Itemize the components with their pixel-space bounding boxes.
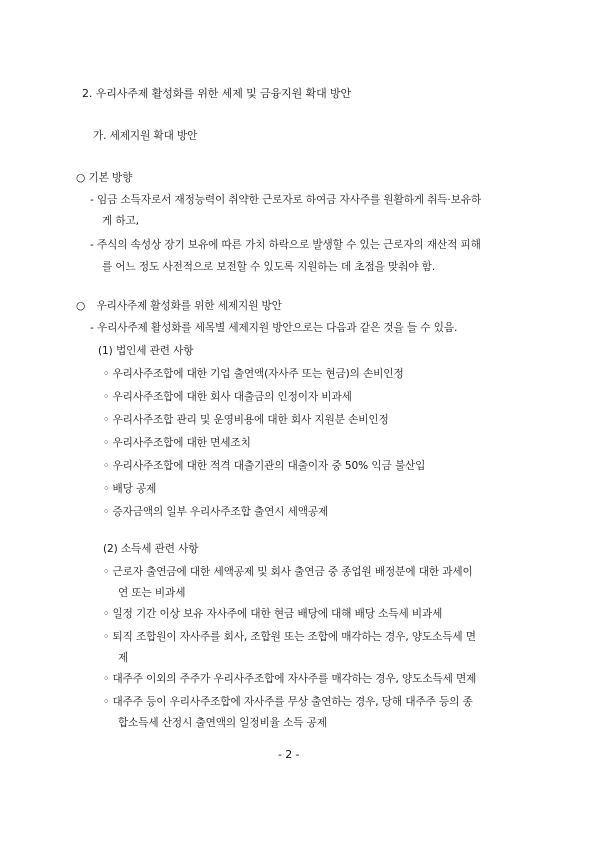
circle-bullet-icon: ○ <box>76 172 86 184</box>
corporate-item-2 <box>103 390 352 404</box>
corporate-item-1 <box>103 367 404 381</box>
income-item-2 <box>103 607 442 621</box>
basic-heading <box>76 171 132 185</box>
dash-bullet-icon: - <box>90 322 94 334</box>
income-item-text: 대주주 등이 우리사주조합에 자사주를 무상 출연하는 경우, 당해 대주주 등의 종 <box>112 696 473 708</box>
corporate-item-7 <box>103 505 328 519</box>
support-intro-text: 우리사주제 활성화를 세목별 세제지원 방안으로는 다음과 같은 것을 들 수 있음. <box>97 322 458 334</box>
page-number: - 2 - <box>278 748 300 761</box>
small-circle-bullet-icon: ◦ <box>103 696 110 708</box>
small-circle-bullet-icon: ◦ <box>103 608 110 620</box>
basic-item-2 <box>90 238 481 252</box>
income-item-text: 대주주 이외의 주주가 우리사주조합에 자사주를 매각하는 경우, 양도소득세 면제 <box>112 673 477 685</box>
subsection-title: 가. 세제지원 확대 방안 <box>93 130 198 142</box>
basic-item-1-cont: 게 하고, <box>102 215 139 227</box>
corporate-item-text: 우리사주조합에 대한 회사 대출금의 인정이자 비과세 <box>112 391 352 403</box>
support-heading-text: 우리사주제 활성화를 위한 세제지원 방안 <box>96 300 282 312</box>
corporate-item-text: 우리사주조합 관리 및 운영비용에 대한 회사 지원분 손비인정 <box>112 414 389 426</box>
corporate-tax-title: (1) 법인세 관련 사항 <box>98 345 194 357</box>
income-item-3 <box>103 630 476 644</box>
income-item-5 <box>103 695 473 709</box>
income-item-text: 퇴직 조합원이 자사주를 회사, 조합원 또는 조합에 매각하는 경우, 양도소득세 면 <box>112 631 476 643</box>
small-circle-bullet-icon: ◦ <box>103 437 110 449</box>
income-item-text: 근로자 출연금에 대한 세액공제 및 회사 출연금 중 종업원 배정분에 대한 과세이 <box>112 566 473 578</box>
income-item-4 <box>103 672 476 686</box>
corporate-item-6 <box>103 482 156 496</box>
section-title: 2. 우리사주제 활성화를 위한 세제 및 금융지원 확대 방안 <box>82 87 352 100</box>
small-circle-bullet-icon: ◦ <box>103 483 110 495</box>
small-circle-bullet-icon: ◦ <box>103 566 110 578</box>
corporate-item-3 <box>103 413 389 427</box>
corporate-item-5 <box>103 459 425 473</box>
income-item-text: 일정 기간 이상 보유 자사주에 대한 현금 배당에 대해 배당 소득세 비과세 <box>112 608 443 620</box>
corporate-item-text: 증자금액의 일부 우리사주조합 출연시 세액공제 <box>112 506 329 518</box>
income-item-1 <box>103 565 473 579</box>
corporate-item-text: 배당 공제 <box>112 483 157 495</box>
small-circle-bullet-icon: ◦ <box>103 460 110 472</box>
dash-bullet-icon: - <box>90 239 94 251</box>
corporate-item-text: 우리사주조합에 대한 면세조치 <box>112 437 251 449</box>
basic-item-1-text: 임금 소득자로서 재정능력이 취약한 근로자로 하여금 자사주를 원활하게 취득·보유하 <box>97 194 482 206</box>
circle-bullet-icon: ○ <box>76 300 86 312</box>
income-item-1-cont: 연 또는 비과세 <box>118 587 186 599</box>
small-circle-bullet-icon: ◦ <box>103 368 110 380</box>
support-heading <box>76 299 282 313</box>
small-circle-bullet-icon: ◦ <box>103 631 110 643</box>
income-item-5-cont: 합소득세 산정시 출연액의 일정비율 소득 공제 <box>118 717 327 729</box>
small-circle-bullet-icon: ◦ <box>103 673 110 685</box>
small-circle-bullet-icon: ◦ <box>103 391 110 403</box>
corporate-item-text: 우리사주조합에 대한 기업 출연액(자사주 또는 현금)의 손비인정 <box>112 368 404 380</box>
small-circle-bullet-icon: ◦ <box>103 506 110 518</box>
basic-item-2-text: 주식의 속성상 장기 보유에 따른 가치 하락으로 발생할 수 있는 근로자의 재산적 피해 <box>97 239 481 251</box>
basic-item-1 <box>90 193 481 207</box>
income-tax-title: (2) 소득세 관련 사항 <box>103 543 199 555</box>
support-intro <box>90 321 457 335</box>
corporate-item-text: 우리사주조합에 대한 적격 대출기관의 대출이자 중 50% 익금 불산입 <box>112 460 426 472</box>
corporate-item-4 <box>103 436 251 450</box>
dash-bullet-icon: - <box>90 194 94 206</box>
basic-item-2-cont: 를 어느 정도 사전적으로 보전할 수 있도록 지원하는 데 초점을 맞춰야 함. <box>102 261 436 273</box>
income-item-3-cont: 제 <box>118 652 129 664</box>
small-circle-bullet-icon: ◦ <box>103 414 110 426</box>
basic-heading-text: 기본 방향 <box>88 172 133 184</box>
